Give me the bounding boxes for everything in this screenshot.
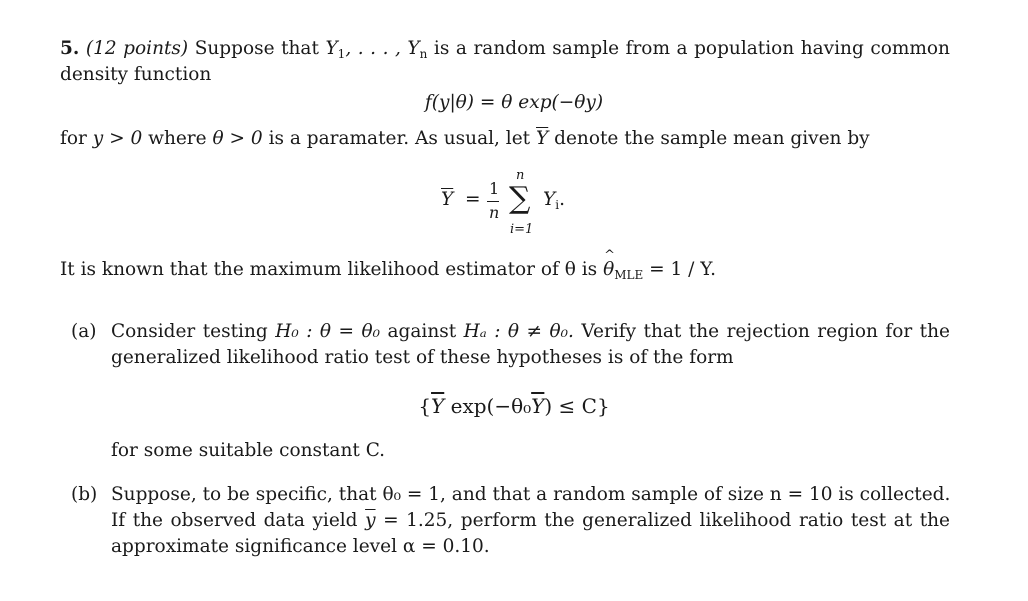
part-a-label: (a) [71,321,97,342]
mean-frac-num: 1 [489,179,500,198]
sum-term: $Y_i$. [543,189,565,212]
mean-frac-bar [487,201,499,202]
observed-ybar: $\overline{y}$ [365,510,376,531]
sum-top: n [516,168,525,183]
rejection-region: {$\overline{Y}$ $\exp(-\theta_0\overline{Y}) \le C$} [418,394,610,418]
problem-points: (12 points) [85,38,189,59]
part-b-line3: approximate significance level α = 0.10. [111,536,490,557]
intro-suffix: is a random sample from a population having common [433,38,950,59]
problem-number: 5. [60,38,80,59]
mle-line: It is known that the maximum likelihood estimator of θ is ^ $\theta_{MLE} = 1 / Y$. [60,259,716,282]
mean-eq: = [465,189,481,210]
sum-bottom: i=1 [510,222,534,237]
mean-lhs: $\overline{Y}$ [441,189,454,210]
density-formula: f(y|θ) = θ exp(−θy) [424,92,604,113]
part-b-line2: If the observed data yield $\overline{y} = 1.25$, perform the generalized likelihood ratio test at the [111,510,950,531]
sample-variables: $Y_1$, . . . , $Y_n$ [325,38,428,61]
part-a-line3: for some suitable constant C. [111,440,386,461]
sum-symbol: ∑ [509,181,531,216]
part-a-line2: generalized likelihood ratio test of these hypotheses is of the form [111,347,734,368]
theta-hat: ^ θ [603,259,614,280]
mean-frac-den: n [489,203,500,222]
part-a-line1: Consider testing H₀ : θ = θ₀ against Hₐ : θ ≠ θ₀. Verify that the rejection region for the [111,321,950,342]
part-b-label: (b) [71,484,98,505]
problem-intro-line1 [60,38,950,61]
part-b-line1: Suppose, to be specific, that θ₀ = 1, and that a random sample of size n = 10 is collected. [111,484,951,505]
condition-line: for y > 0 where θ > 0 is a paramater. As usual, let $\overline{Y}$ denote the sample mean given by [60,128,870,149]
intro-line2: density function [60,64,212,85]
intro-prefix: Suppose that [194,38,319,59]
